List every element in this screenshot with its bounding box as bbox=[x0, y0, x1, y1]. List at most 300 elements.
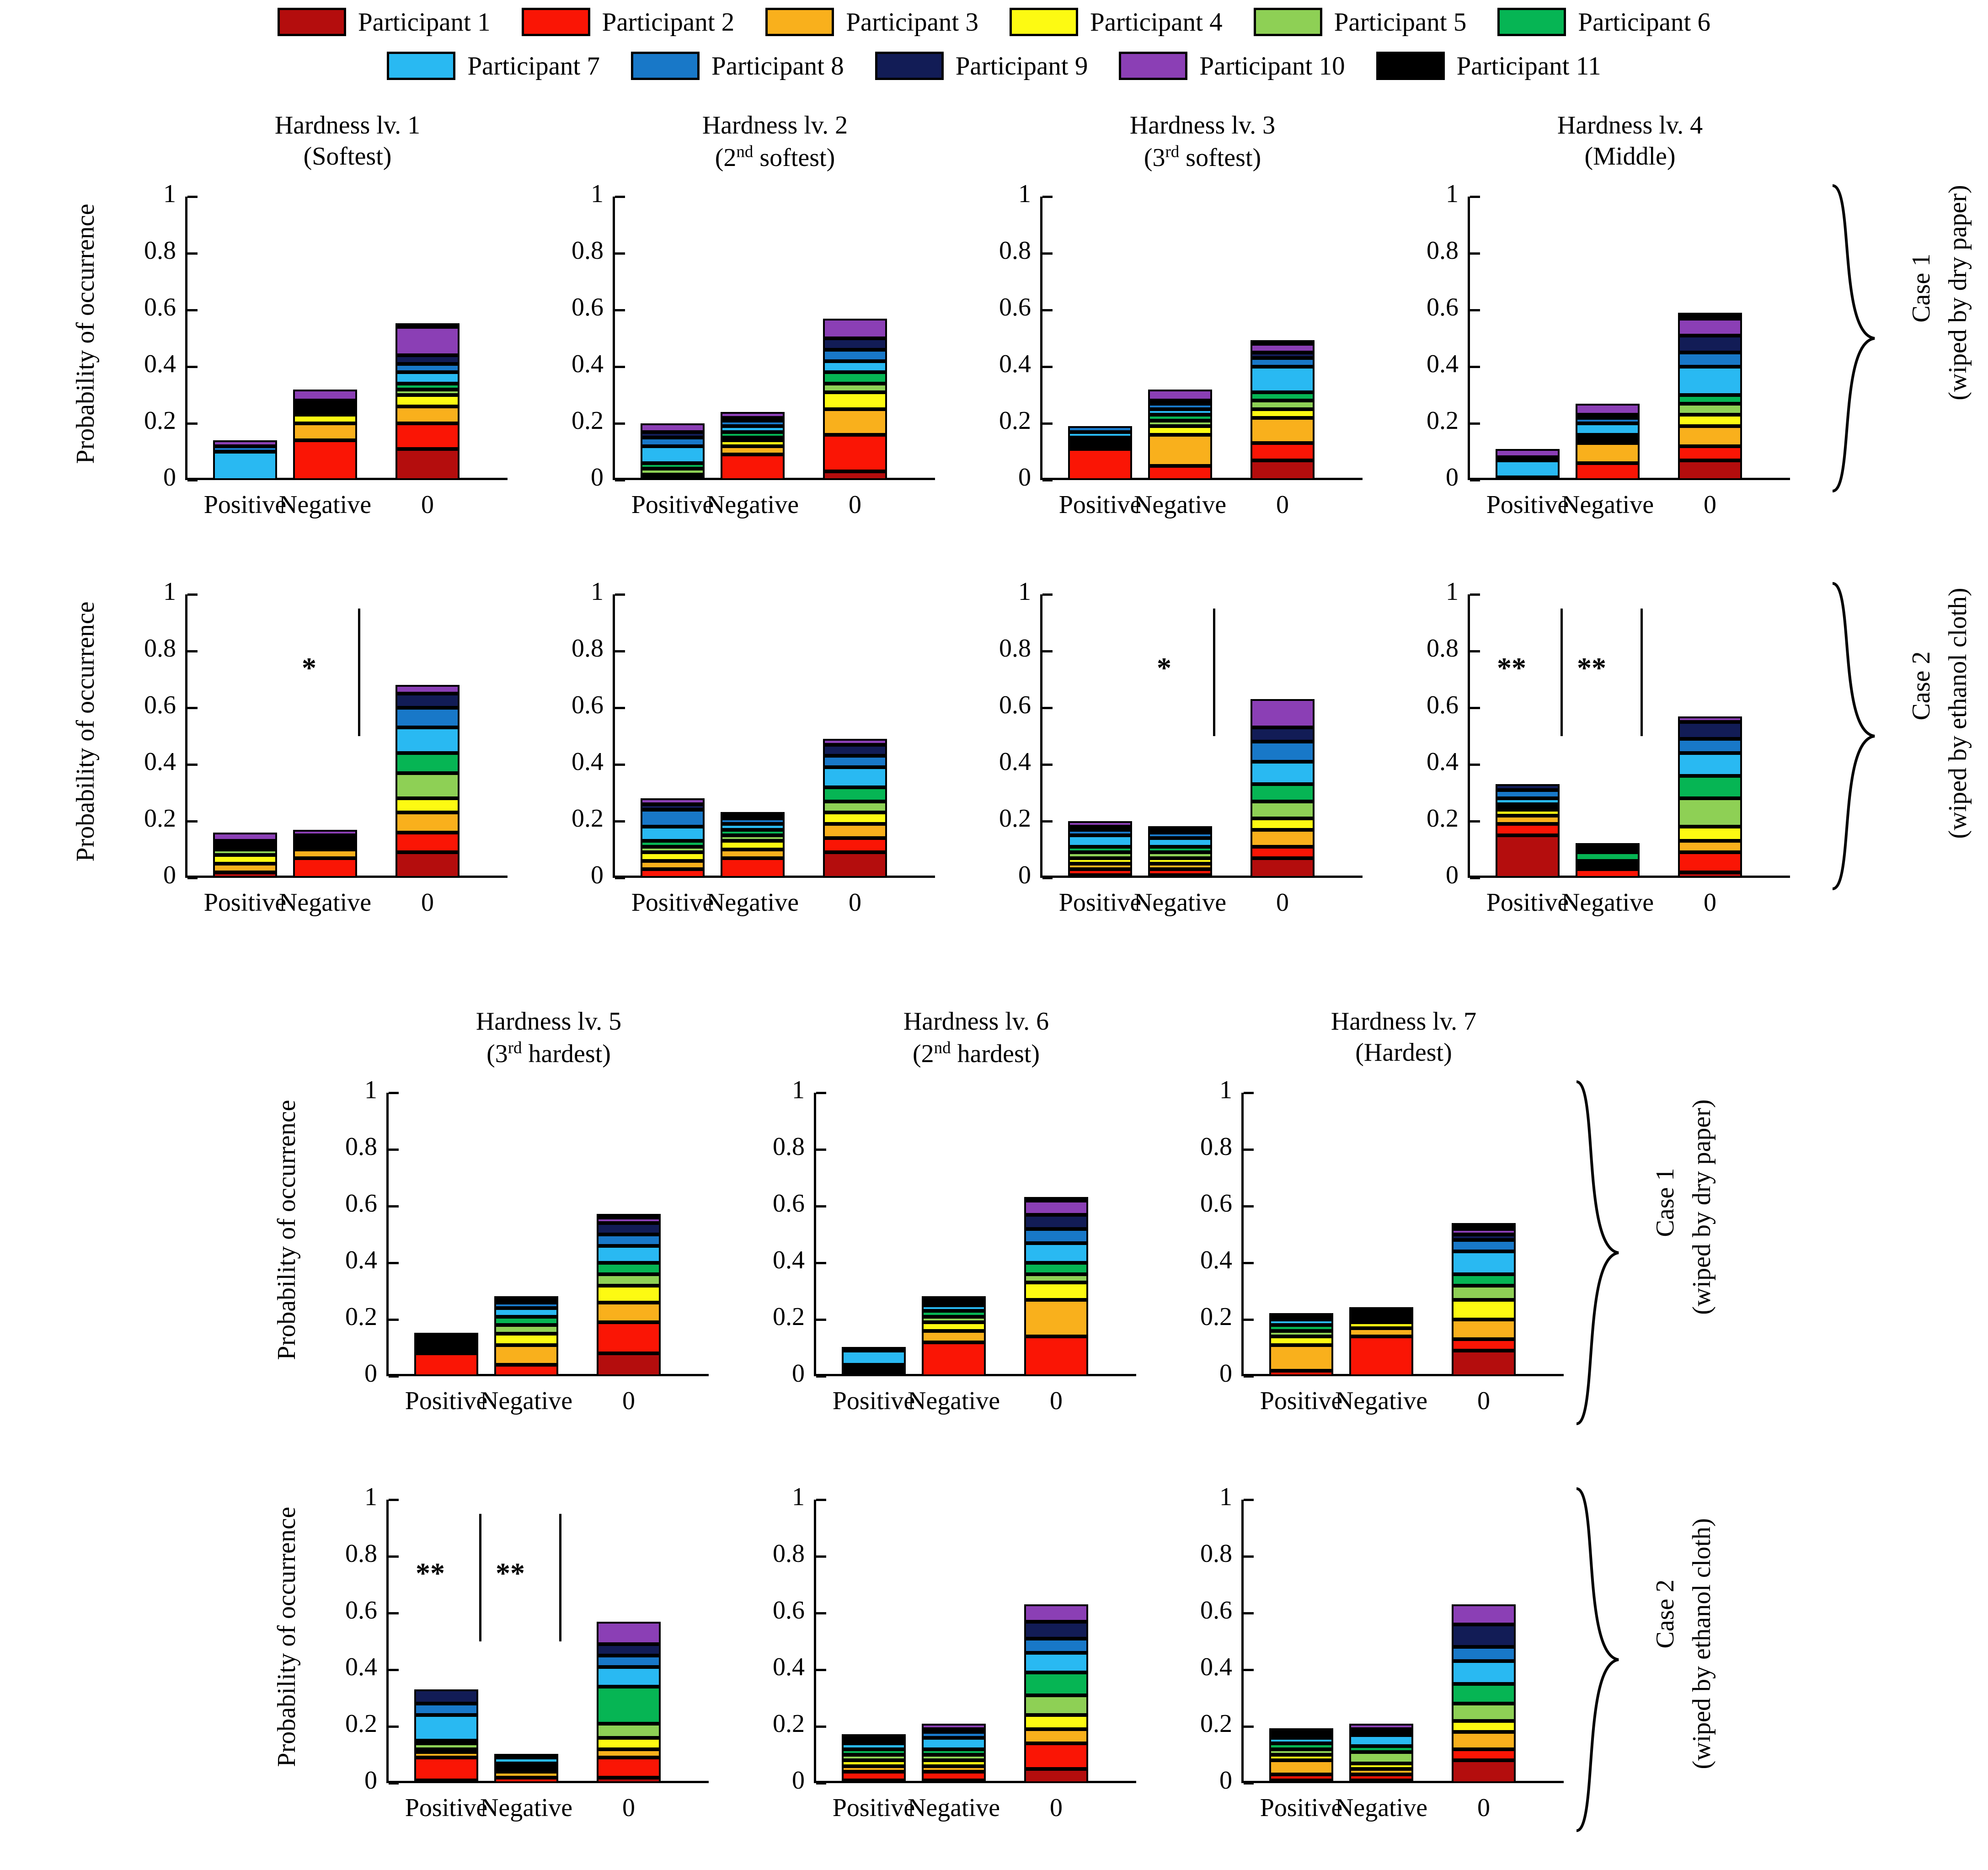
y-tick-mark bbox=[1244, 1726, 1254, 1728]
bar-segment bbox=[922, 1749, 986, 1755]
y-tick-mark bbox=[615, 366, 625, 368]
y-tick-mark bbox=[389, 1375, 399, 1378]
bar-segment bbox=[823, 745, 887, 756]
y-tick-label: 0 bbox=[163, 463, 176, 492]
plot-area bbox=[345, 1483, 709, 1822]
y-tick-mark bbox=[389, 1205, 399, 1207]
plot-area bbox=[572, 577, 935, 917]
y-tick-label: 0.4 bbox=[144, 748, 176, 776]
bar-segment bbox=[823, 372, 887, 384]
x-tick-label: Negative bbox=[706, 888, 799, 917]
y-tick-label: 0.2 bbox=[345, 1710, 377, 1738]
brace-case2-top bbox=[1829, 581, 1879, 892]
y-tick-label: 0.2 bbox=[773, 1303, 805, 1331]
y-tick-label: 0 bbox=[1219, 1766, 1232, 1795]
bar-segment bbox=[641, 869, 705, 878]
legend-label: Participant 7 bbox=[467, 51, 600, 80]
y-tick-label: 0.8 bbox=[1200, 1539, 1232, 1568]
bar-segment bbox=[1251, 818, 1315, 830]
plot-area bbox=[144, 180, 508, 519]
bar-segment bbox=[1452, 1234, 1516, 1240]
bar-segment bbox=[1576, 404, 1640, 415]
legend-swatch-icon bbox=[522, 8, 590, 36]
bar-segment bbox=[1148, 858, 1212, 864]
x-tick-label: Positive bbox=[1260, 1794, 1343, 1822]
panel-title-line1: Hardness lv. 7 bbox=[1331, 1007, 1477, 1036]
bar-segment bbox=[494, 1308, 558, 1317]
bar-segment bbox=[1251, 401, 1315, 409]
bar-segment bbox=[823, 756, 887, 767]
y-tick-label: 0.6 bbox=[999, 293, 1031, 321]
bar-segment bbox=[1148, 852, 1212, 858]
bar-segment bbox=[494, 1345, 558, 1365]
bar-segment bbox=[395, 798, 460, 812]
bar-segment bbox=[395, 449, 460, 480]
y-tick-label: 0.6 bbox=[999, 691, 1031, 719]
significance-line bbox=[1641, 609, 1643, 736]
y-tick-label: 0.8 bbox=[999, 634, 1031, 663]
stacked-bar-negative bbox=[293, 197, 357, 480]
bar-segment bbox=[1024, 1243, 1088, 1263]
y-tick-mark bbox=[187, 479, 198, 481]
case2-label-bottom-line2: (wiped by ethanol cloth) bbox=[1688, 1518, 1716, 1769]
bar-segment bbox=[213, 864, 277, 872]
x-tick-label: Positive bbox=[405, 1387, 488, 1415]
legend-label: Participant 2 bbox=[602, 7, 735, 37]
x-tick-label: Negative bbox=[1133, 888, 1227, 917]
x-tick-label: Positive bbox=[1058, 888, 1142, 917]
bar-segment bbox=[1148, 833, 1212, 838]
panel-title-line1: Hardness lv. 6 bbox=[903, 1007, 1049, 1036]
legend-swatch-icon bbox=[387, 52, 455, 80]
bar-segment bbox=[1024, 1201, 1088, 1215]
y-tick-label: 1 bbox=[591, 577, 604, 606]
x-tick-label: 0 bbox=[1477, 1387, 1490, 1415]
legend-swatch-icon bbox=[631, 52, 700, 80]
bar-segment bbox=[823, 350, 887, 361]
bar-segment bbox=[1024, 1743, 1088, 1769]
plot-area bbox=[345, 1076, 709, 1415]
panel-title-line2: (2nd softest) bbox=[715, 142, 835, 172]
x-tick-label: 0 bbox=[849, 491, 861, 519]
bar-segment bbox=[1678, 716, 1742, 722]
bar-segment bbox=[721, 850, 785, 858]
bar-segment bbox=[1269, 1755, 1333, 1760]
bar-segment bbox=[1452, 1274, 1516, 1286]
y-tick-label: 0.6 bbox=[773, 1596, 805, 1624]
bar-segment bbox=[823, 824, 887, 838]
y-tick-mark bbox=[615, 707, 625, 709]
case2-label-bottom-line1: Case 2 bbox=[1651, 1579, 1679, 1649]
plot-area bbox=[773, 1076, 1136, 1415]
bar-segment bbox=[823, 852, 887, 878]
y-tick-mark bbox=[816, 1149, 826, 1151]
x-tick-label: Negative bbox=[1335, 1794, 1428, 1822]
bar-segment bbox=[1024, 1263, 1088, 1274]
bar-segment bbox=[395, 753, 460, 773]
bar-segment bbox=[1576, 852, 1640, 861]
bar-segment bbox=[842, 1760, 906, 1766]
legend bbox=[0, 0, 1988, 88]
y-tick-label: 0.8 bbox=[572, 634, 604, 663]
bar-segment bbox=[1678, 336, 1742, 353]
panel-title bbox=[1244, 1006, 1564, 1069]
legend-item bbox=[875, 51, 1088, 81]
significance-line bbox=[1213, 609, 1215, 736]
bar-segment bbox=[1251, 443, 1315, 460]
bar-segment bbox=[293, 440, 357, 480]
y-tick-mark bbox=[389, 1612, 399, 1614]
bar-segment bbox=[1024, 1622, 1088, 1639]
y-tick-mark bbox=[1042, 877, 1053, 879]
bar-segment bbox=[1269, 1313, 1333, 1317]
chart-panel-h4c1 bbox=[1388, 111, 1827, 567]
bar-segment bbox=[823, 361, 887, 373]
chart-panel-h1c1 bbox=[71, 111, 544, 567]
plot-area bbox=[1427, 577, 1790, 917]
y-tick-label: 1 bbox=[792, 1483, 805, 1511]
y-tick-label: 0.4 bbox=[572, 350, 604, 378]
y-tick-label: 0.8 bbox=[1200, 1133, 1232, 1161]
legend-item bbox=[522, 7, 735, 37]
x-tick-label: 0 bbox=[1050, 1387, 1063, 1415]
y-tick-mark bbox=[1470, 366, 1480, 368]
legend-label: Participant 3 bbox=[846, 7, 978, 37]
y-tick-label: 0.2 bbox=[1427, 804, 1459, 833]
bar-segment bbox=[1251, 409, 1315, 418]
y-tick-mark bbox=[1042, 196, 1053, 198]
bar-segment bbox=[641, 841, 705, 846]
y-tick-label: 1 bbox=[163, 180, 176, 208]
bar-segment bbox=[1148, 426, 1212, 435]
bar-segment bbox=[641, 847, 705, 852]
bar-segment bbox=[1269, 1749, 1333, 1755]
bar-segment bbox=[1678, 776, 1742, 799]
bar-segment bbox=[721, 824, 785, 829]
y-tick-mark bbox=[1042, 252, 1053, 255]
bar-segment bbox=[1148, 435, 1212, 466]
bar-segment bbox=[395, 773, 460, 799]
y-tick-mark bbox=[1042, 309, 1053, 311]
stacked-bar-0 bbox=[395, 594, 460, 878]
bar-segment bbox=[1349, 1752, 1413, 1763]
panel-title-line1: Hardness lv. 5 bbox=[476, 1007, 622, 1036]
bar-segment bbox=[842, 1772, 906, 1780]
x-tick-label: Positive bbox=[1486, 888, 1569, 917]
stacked-bar-positive bbox=[414, 1500, 478, 1783]
stacked-bar-0 bbox=[395, 197, 460, 480]
bar-segment bbox=[823, 384, 887, 392]
y-tick-mark bbox=[187, 309, 198, 311]
bar-segment bbox=[721, 446, 785, 455]
bar-segment bbox=[1678, 395, 1742, 404]
bar-segment bbox=[641, 810, 705, 827]
bar-segment bbox=[1496, 790, 1560, 799]
y-tick-mark bbox=[389, 1319, 399, 1321]
y-tick-label: 0.2 bbox=[572, 406, 604, 435]
bar-segment bbox=[1024, 1672, 1088, 1695]
x-tick-label: Negative bbox=[480, 1794, 573, 1822]
x-tick-label: Negative bbox=[1335, 1387, 1428, 1415]
y-tick-label: 0.2 bbox=[773, 1710, 805, 1738]
bar-segment bbox=[1068, 847, 1132, 852]
plot-area bbox=[999, 180, 1363, 519]
significance-marker: ** bbox=[1577, 652, 1606, 684]
stacked-bar-negative bbox=[1576, 594, 1640, 878]
bar-segment bbox=[597, 1749, 661, 1758]
bar-segment bbox=[1678, 722, 1742, 739]
chart-panel-h5c1 bbox=[273, 1007, 745, 1463]
bar-segment bbox=[213, 872, 277, 878]
bar-segment bbox=[395, 852, 460, 878]
stacked-bar-negative bbox=[922, 1093, 986, 1376]
stacked-bar-positive bbox=[1496, 197, 1560, 480]
bar-segment bbox=[1024, 1274, 1088, 1283]
y-axis-label: Probability of occurrence bbox=[71, 601, 100, 862]
x-tick-label: Positive bbox=[203, 491, 287, 519]
bar-segment bbox=[721, 835, 785, 841]
x-tick-label: Negative bbox=[278, 888, 372, 917]
bar-segment bbox=[1148, 864, 1212, 869]
stacked-bar-negative bbox=[1349, 1500, 1413, 1783]
x-tick-label: Negative bbox=[278, 491, 372, 519]
bar-segment bbox=[721, 440, 785, 446]
bar-segment bbox=[641, 827, 705, 841]
bar-segment bbox=[1678, 841, 1742, 852]
y-tick-mark bbox=[1042, 820, 1053, 823]
x-tick-label: 0 bbox=[1050, 1794, 1063, 1822]
bar-segment bbox=[922, 1766, 986, 1772]
bar-segment bbox=[842, 1351, 906, 1365]
y-tick-mark bbox=[1244, 1205, 1254, 1207]
x-tick-label: Negative bbox=[1561, 491, 1654, 519]
case1-label-bottom-line2: (wiped by dry paper) bbox=[1688, 1099, 1716, 1315]
panel-title-line2: (Softest) bbox=[303, 142, 392, 171]
bar-segment bbox=[597, 1234, 661, 1246]
chart-panel-h6c2 bbox=[734, 1483, 1173, 1870]
plot-area bbox=[572, 180, 935, 519]
bar-segment bbox=[1251, 392, 1315, 401]
bar-segment bbox=[1024, 1229, 1088, 1243]
bar-segment bbox=[597, 1738, 661, 1749]
bar-segment bbox=[1251, 460, 1315, 480]
legend-label: Participant 8 bbox=[711, 51, 844, 80]
bar-segment bbox=[1349, 1774, 1413, 1780]
y-tick-label: 0.4 bbox=[1200, 1246, 1232, 1274]
x-tick-label: Positive bbox=[832, 1387, 915, 1415]
y-tick-label: 0.6 bbox=[345, 1596, 377, 1624]
x-tick-label: Positive bbox=[631, 491, 714, 519]
y-tick-label: 0 bbox=[1018, 861, 1031, 889]
panel-title-line2: (Hardest) bbox=[1355, 1038, 1452, 1067]
legend-swatch-icon bbox=[1376, 52, 1445, 80]
bar-segment bbox=[1576, 443, 1640, 463]
legend-swatch-icon bbox=[1497, 8, 1566, 36]
y-tick-label: 0.6 bbox=[773, 1189, 805, 1218]
bar-segment bbox=[922, 1724, 986, 1729]
stacked-bar-0 bbox=[1024, 1093, 1088, 1376]
y-tick-mark bbox=[1042, 366, 1053, 368]
bar-segment bbox=[1251, 830, 1315, 847]
y-tick-mark bbox=[187, 650, 198, 652]
bar-segment bbox=[823, 319, 887, 338]
bar-segment bbox=[842, 1743, 906, 1749]
legend-label: Participant 5 bbox=[1334, 7, 1467, 37]
y-tick-mark bbox=[615, 593, 625, 596]
y-tick-label: 0 bbox=[1446, 861, 1459, 889]
bar-segment bbox=[1269, 1774, 1333, 1780]
bar-segment bbox=[641, 432, 705, 438]
bar-segment bbox=[1452, 1229, 1516, 1234]
bar-segment bbox=[1148, 390, 1212, 401]
y-tick-label: 0.8 bbox=[144, 634, 176, 663]
x-tick-label: 0 bbox=[1704, 888, 1716, 917]
plot-area bbox=[144, 577, 508, 917]
bar-segment bbox=[641, 463, 705, 469]
stacked-bar-0 bbox=[1452, 1093, 1516, 1376]
bar-segment bbox=[213, 833, 277, 841]
y-tick-mark bbox=[389, 1669, 399, 1671]
bar-segment bbox=[1068, 830, 1132, 835]
bar-segment bbox=[1678, 446, 1742, 460]
bar-segment bbox=[1269, 1760, 1333, 1774]
stacked-bar-positive bbox=[213, 197, 277, 480]
bar-segment bbox=[395, 833, 460, 852]
y-tick-label: 0.4 bbox=[1427, 350, 1459, 378]
y-tick-mark bbox=[187, 422, 198, 425]
legend-label: Participant 11 bbox=[1456, 51, 1601, 80]
bar-segment bbox=[1251, 762, 1315, 785]
plot-area bbox=[999, 577, 1363, 917]
y-tick-mark bbox=[1470, 764, 1480, 766]
y-tick-mark bbox=[187, 820, 198, 823]
bar-segment bbox=[1678, 353, 1742, 367]
y-tick-label: 0 bbox=[591, 463, 604, 492]
legend-item bbox=[1376, 51, 1601, 81]
panel-title-line2: (3rd softest) bbox=[1144, 142, 1261, 172]
chart-panel-h7c1 bbox=[1161, 1007, 1600, 1463]
y-tick-mark bbox=[816, 1612, 826, 1614]
bar-segment bbox=[922, 1296, 986, 1300]
y-tick-label: 0.4 bbox=[1200, 1653, 1232, 1681]
bar-segment bbox=[1349, 1336, 1413, 1376]
bar-segment bbox=[1452, 1320, 1516, 1339]
bar-segment bbox=[641, 438, 705, 446]
x-tick-label: Positive bbox=[203, 888, 287, 917]
legend-item bbox=[765, 7, 978, 37]
y-tick-label: 0.2 bbox=[999, 804, 1031, 833]
bar-segment bbox=[293, 423, 357, 440]
y-tick-label: 0.6 bbox=[345, 1189, 377, 1218]
y-tick-label: 0 bbox=[1446, 463, 1459, 492]
y-tick-mark bbox=[1244, 1149, 1254, 1151]
bar-segment bbox=[395, 372, 460, 384]
bar-segment bbox=[1251, 784, 1315, 801]
bar-segment bbox=[1496, 810, 1560, 815]
stacked-bar-0 bbox=[597, 1500, 661, 1783]
bar-segment bbox=[414, 1743, 478, 1749]
bar-segment bbox=[1024, 1715, 1088, 1729]
bar-segment bbox=[1496, 824, 1560, 835]
bar-segment bbox=[1024, 1769, 1088, 1783]
y-tick-label: 0 bbox=[1018, 463, 1031, 492]
x-tick-label: 0 bbox=[622, 1387, 635, 1415]
bar-segment bbox=[1068, 852, 1132, 858]
significance-marker: * bbox=[302, 652, 316, 684]
bar-segment bbox=[1251, 358, 1315, 367]
bar-segment bbox=[1269, 1345, 1333, 1371]
bar-segment bbox=[597, 1286, 661, 1303]
y-tick-label: 0.6 bbox=[1200, 1189, 1232, 1218]
y-tick-label: 0.2 bbox=[144, 804, 176, 833]
bar-segment bbox=[1148, 838, 1212, 847]
bar-segment bbox=[597, 1214, 661, 1218]
bar-segment bbox=[597, 1644, 661, 1656]
significance-marker: ** bbox=[416, 1557, 445, 1589]
y-tick-mark bbox=[1470, 593, 1480, 596]
y-tick-mark bbox=[1042, 422, 1053, 425]
bar-segment bbox=[1068, 869, 1132, 875]
y-tick-mark bbox=[1244, 1782, 1254, 1785]
x-tick-label: Positive bbox=[405, 1794, 488, 1822]
y-tick-mark bbox=[389, 1092, 399, 1094]
x-tick-label: Positive bbox=[1486, 491, 1569, 519]
bar-segment bbox=[1349, 1307, 1413, 1311]
legend-label: Participant 4 bbox=[1090, 7, 1223, 37]
chart-panel-h5c2 bbox=[273, 1483, 745, 1870]
y-tick-mark bbox=[816, 1262, 826, 1264]
bar-segment bbox=[842, 1347, 906, 1351]
bar-segment bbox=[1251, 353, 1315, 358]
plot-area bbox=[1427, 180, 1790, 519]
panel-title-line2: (Middle) bbox=[1584, 142, 1676, 171]
panel-title bbox=[389, 1006, 709, 1069]
y-tick-mark bbox=[389, 1149, 399, 1151]
x-tick-label: 0 bbox=[1276, 491, 1289, 519]
legend-swatch-icon bbox=[278, 8, 346, 36]
bar-segment bbox=[1251, 340, 1315, 344]
y-tick-label: 0.8 bbox=[999, 236, 1031, 265]
y-tick-mark bbox=[1244, 1092, 1254, 1094]
y-tick-label: 1 bbox=[364, 1483, 377, 1511]
bar-segment bbox=[641, 423, 705, 432]
bar-segment bbox=[1068, 426, 1132, 432]
significance-marker: ** bbox=[1497, 652, 1526, 684]
bar-segment bbox=[395, 685, 460, 694]
y-tick-label: 0 bbox=[163, 861, 176, 889]
bar-segment bbox=[1678, 798, 1742, 827]
stacked-bar-negative bbox=[1576, 197, 1640, 480]
y-tick-mark bbox=[1042, 650, 1053, 652]
bar-segment bbox=[1452, 1704, 1516, 1720]
bar-segment bbox=[494, 1325, 558, 1334]
bar-segment bbox=[1251, 418, 1315, 443]
bar-segment bbox=[597, 1687, 661, 1724]
bar-segment bbox=[1024, 1653, 1088, 1672]
bar-segment bbox=[1251, 344, 1315, 353]
bar-segment bbox=[1148, 409, 1212, 415]
x-tick-label: Positive bbox=[1058, 491, 1142, 519]
stacked-bar-positive bbox=[1068, 197, 1132, 480]
y-tick-label: 0.4 bbox=[773, 1653, 805, 1681]
y-tick-mark bbox=[1244, 1612, 1254, 1614]
bar-segment bbox=[922, 1342, 986, 1376]
bar-segment bbox=[494, 1334, 558, 1345]
stacked-bar-negative bbox=[1349, 1093, 1413, 1376]
bar-segment bbox=[842, 1766, 906, 1772]
brace-case2-bottom bbox=[1573, 1486, 1623, 1833]
bar-segment bbox=[1576, 869, 1640, 878]
